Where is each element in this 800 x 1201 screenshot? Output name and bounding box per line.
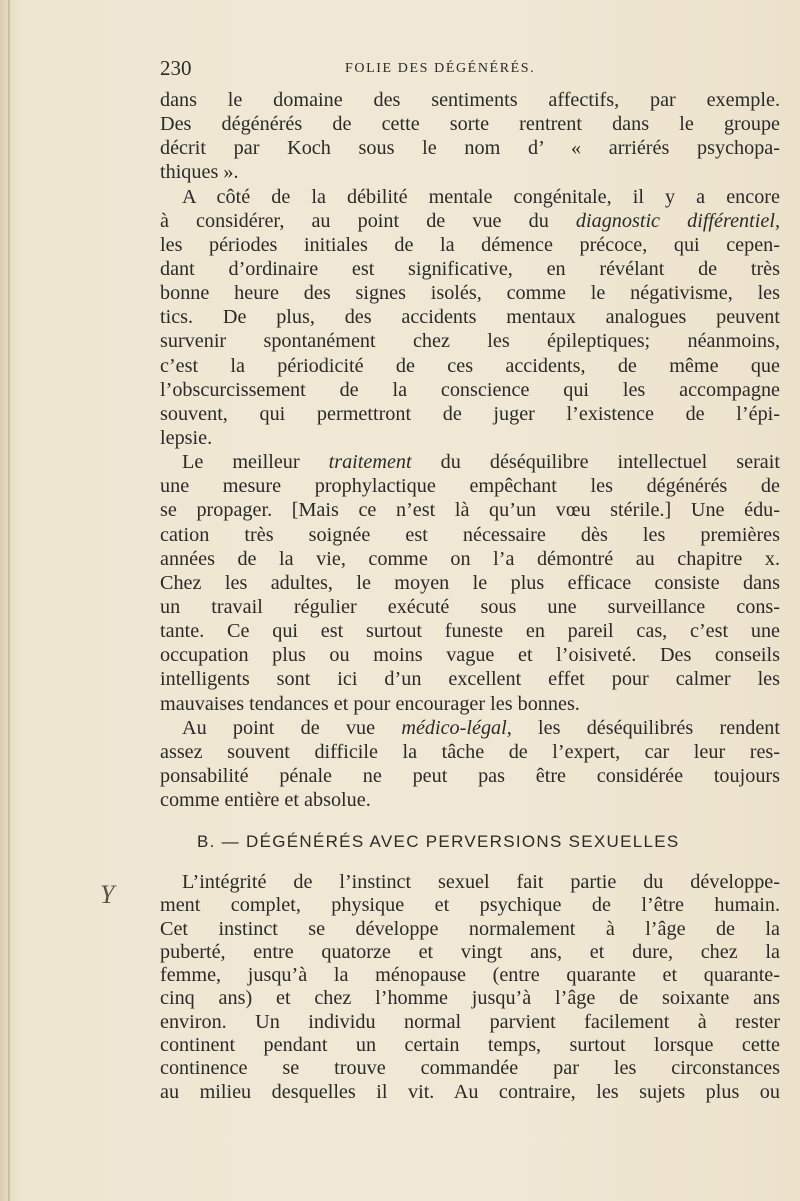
text-line: [160, 498, 780, 522]
text-segment: dant d’ordinaire est significative, en révélant de très: [160, 257, 780, 280]
text-line: [160, 788, 780, 812]
text-line: [160, 233, 780, 257]
text-segment: L’intégrité de l’instinct sexuel fait partie du développe-: [182, 871, 780, 893]
text-segment: Le meilleur: [182, 451, 329, 474]
text-line: [160, 88, 780, 112]
text-line: [160, 716, 780, 740]
text-line: [160, 1011, 780, 1034]
italic-term: diagnostic différentiel,: [575, 209, 780, 232]
text-line: [160, 619, 780, 643]
text-line: [160, 378, 780, 402]
text-segment: , les déséquilibrés rendent: [506, 716, 781, 739]
text-line: [160, 474, 780, 498]
text-segment: cinq ans) et chez l’homme jusqu’à l’âge de soixante ans: [160, 987, 780, 1010]
text-segment: souvent, qui permettront de juger l’existence de l’épi-: [160, 402, 780, 425]
text-segment: à considérer, au point de vue du: [160, 209, 576, 232]
text-line: [160, 136, 780, 160]
text-segment: Cet instinct se développe normalement à l’âge de la: [160, 917, 780, 940]
text-line: [160, 209, 780, 233]
text-segment: tics. De plus, des accidents mentaux analogues peuvent: [160, 306, 780, 329]
text-segment: intelligents sont ici d’un excellent effet pour calmer les: [160, 668, 780, 691]
text-segment: l’obscurcissement de la conscience qui les accompagne: [160, 378, 780, 401]
text-segment: ment complet, physique et psychique de l’être humain.: [160, 894, 780, 917]
text-segment: puberté, entre quatorze et vingt ans, et dure, chez la: [160, 940, 780, 963]
text-segment: thiques ».: [160, 161, 239, 184]
text-line: [160, 643, 780, 667]
margin-annotation: Y: [100, 880, 115, 909]
text-line: [160, 964, 780, 987]
text-segment: années de la vie, comme on l’a démontré au chapitre x.: [160, 547, 780, 570]
text-line: [160, 426, 780, 450]
text-line: [160, 450, 780, 474]
text-line: [160, 547, 780, 571]
text-line: [160, 329, 780, 353]
text-segment: au milieu desquelles il vit. Au contraire, les sujets plus ou: [160, 1080, 780, 1103]
text-segment: les périodes initiales de la démence précoce, qui cepen-: [160, 233, 780, 256]
text-segment: c’est la périodicité de ces accidents, de même que: [160, 354, 780, 377]
text-line: [160, 692, 780, 716]
text-line: [160, 160, 780, 184]
text-line: [160, 667, 780, 691]
page-number: 230: [160, 56, 192, 80]
text-segment: cation très soignée est nécessaire dès les premières: [160, 523, 780, 546]
text-line: [160, 402, 780, 426]
text-line: [160, 281, 780, 305]
text-segment: Des dégénérés de cette sorte rentrent dans le groupe: [160, 113, 780, 136]
text-segment: lepsie.: [160, 426, 213, 449]
text-line: [160, 894, 780, 917]
text-segment: décrit par Koch sous le nom d’ « arriérés psychopa-: [160, 137, 780, 160]
text-segment: ponsabilité pénale ne peut pas être considérée toujours: [160, 764, 780, 787]
text-line: [160, 112, 780, 136]
text-line: [160, 571, 780, 595]
text-line: [160, 1081, 780, 1104]
text-line: [160, 354, 780, 378]
text-segment: environ. Un individu normal parvient facilement à rester: [160, 1010, 780, 1033]
text-segment: mauvaises tendances et pour encourager les bonnes.: [160, 692, 580, 715]
text-line: [160, 941, 780, 964]
text-segment: continent pendant un certain temps, surtout lorsque cette: [160, 1034, 780, 1057]
text-segment: tante. Ce qui est surtout funeste en pareil cas, c’est une: [160, 620, 780, 643]
running-title: FOLIE DES DÉGÉNÉRÉS.: [345, 61, 536, 76]
italic-term: médico-légal: [401, 716, 507, 739]
section-heading: B. — DÉGÉNÉRÉS AVEC PERVERSIONS SEXUELLES: [197, 832, 680, 851]
text-segment: bonne heure des signes isolés, comme le négativisme, les: [160, 282, 780, 305]
text-segment: Chez les adultes, le moyen le plus efficace consiste dans: [160, 571, 780, 594]
text-segment: A côté de la débilité mentale congénitale, il y a encore: [182, 185, 780, 208]
text-segment: dans le domaine des sentiments affectifs, par exemple.: [160, 89, 780, 111]
text-segment: survenir spontanément chez les épileptiques; néanmoins,: [160, 330, 780, 353]
body-text-part2: [160, 871, 780, 1104]
text-segment: une mesure prophylactique empêchant les dégénérés de: [160, 475, 780, 498]
text-segment: femme, jusqu’à la ménopause (entre quarante et quarante-: [160, 964, 780, 987]
text-segment: un travail régulier exécuté sous une surveillance cons-: [160, 595, 780, 618]
text-segment: continence se trouve commandée par les circonstances: [160, 1057, 780, 1080]
italic-term: traitement: [328, 451, 412, 474]
page-header: [160, 56, 780, 84]
body-text-part1: [160, 88, 780, 812]
binding-gutter: [8, 0, 10, 1201]
text-line: [160, 1034, 780, 1057]
text-line: [160, 595, 780, 619]
text-segment: assez souvent difficile la tâche de l’expert, car leur res-: [160, 740, 780, 763]
text-line: [160, 523, 780, 547]
text-segment: du déséquilibre intellectuel serait: [411, 451, 780, 474]
text-line: [160, 987, 780, 1010]
text-line: [160, 740, 780, 764]
text-line: [160, 305, 780, 329]
text-line: [160, 918, 780, 941]
text-line: [160, 1057, 780, 1080]
text-segment: comme entière et absolue.: [160, 789, 371, 812]
text-line: [160, 764, 780, 788]
text-segment: Au point de vue: [182, 716, 402, 739]
text-line: [160, 257, 780, 281]
text-line: [160, 871, 780, 894]
text-line: [160, 185, 780, 209]
text-segment: occupation plus ou moins vague et l’oisiveté. Des conseils: [160, 644, 780, 667]
text-segment: se propager. [Mais ce n’est là qu’un vœu stérile.] Une édu-: [160, 499, 780, 522]
